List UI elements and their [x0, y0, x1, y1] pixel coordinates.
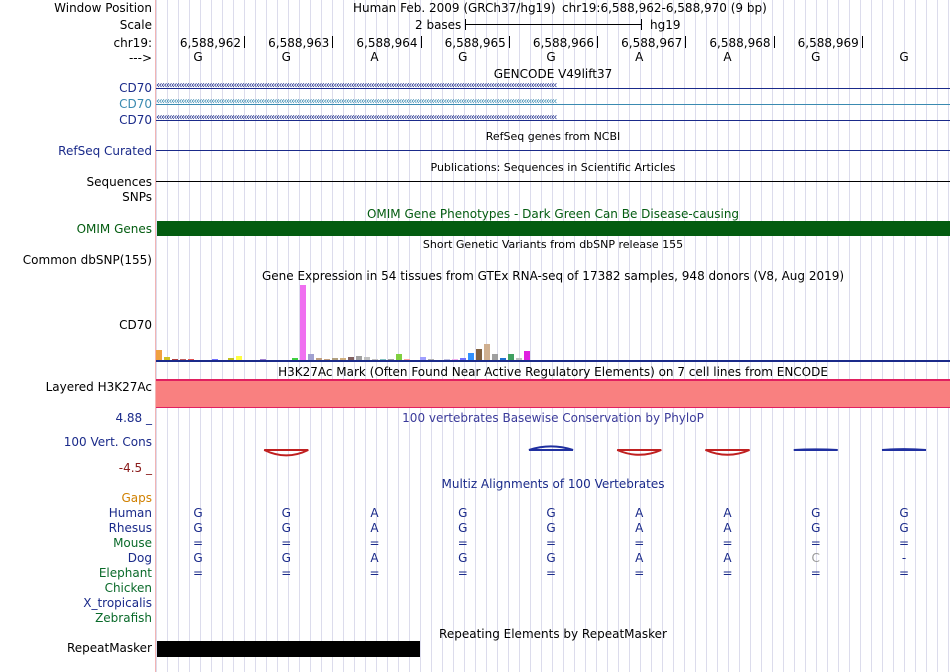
gtex-chart[interactable]: [156, 284, 950, 361]
position-text[interactable]: chr19:6,588,962-6,588,970 (9 bp): [562, 1, 767, 15]
scale-bar-left-tick: [465, 19, 466, 30]
multiz-base: G: [546, 506, 556, 520]
gencode-strand-arrows: ‹‹‹‹‹‹‹‹‹‹‹‹‹‹‹‹‹‹‹‹‹‹‹‹‹‹‹‹‹‹‹‹‹‹‹‹‹‹‹‹‹‹‹‹‹‹‹‹‹‹‹‹‹‹‹‹‹‹‹‹‹‹‹‹‹‹‹‹‹‹‹‹‹‹‹‹‹‹‹‹‹‹‹‹‹‹‹‹‹‹‹‹‹‹‹‹‹‹‹‹‹‹‹‹‹‹‹‹‹‹‹‹‹‹‹‹‹‹‹‹‹‹‹‹‹‹‹‹‹‹‹‹‹‹‹‹‹‹‹‹‹‹‹‹‹‹‹‹‹‹‹‹‹‹‹‹‹‹‹‹: [156, 96, 556, 107]
omim-label[interactable]: OMIM Genes: [76, 222, 152, 236]
refseq-label[interactable]: RefSeq Curated: [58, 144, 152, 158]
omim-title: OMIM Gene Phenotypes - Dark Green Can Be Disease-causing: [366, 207, 740, 221]
sequences-label[interactable]: Sequences: [86, 175, 152, 189]
multiz-species-label[interactable]: Chicken: [104, 581, 152, 595]
base-letter: G: [458, 50, 468, 64]
scale-label: Scale: [119, 18, 152, 32]
scale-bar: [465, 24, 641, 25]
multiz-base: A: [635, 551, 644, 565]
multiz-base: =: [898, 566, 910, 580]
dbsnp-title: Short Genetic Variants from dbSNP release 155: [422, 238, 684, 251]
multiz-base: G: [811, 521, 821, 535]
multiz-title: Multiz Alignments of 100 Vertebrates: [441, 477, 665, 491]
multiz-base: C: [811, 551, 820, 565]
cons-max: 4.88 _: [115, 411, 152, 425]
gencode-strand-arrows: ‹‹‹‹‹‹‹‹‹‹‹‹‹‹‹‹‹‹‹‹‹‹‹‹‹‹‹‹‹‹‹‹‹‹‹‹‹‹‹‹‹‹‹‹‹‹‹‹‹‹‹‹‹‹‹‹‹‹‹‹‹‹‹‹‹‹‹‹‹‹‹‹‹‹‹‹‹‹‹‹‹‹‹‹‹‹‹‹‹‹‹‹‹‹‹‹‹‹‹‹‹‹‹‹‹‹‹‹‹‹‹‹‹‹‹‹‹‹‹‹‹‹‹‹‹‹‹‹‹‹‹‹‹‹‹‹‹‹‹‹‹‹‹‹‹‹‹‹‹‹‹‹‹‹‹‹‹‹‹‹: [156, 80, 556, 91]
cons-title: 100 vertebrates Basewise Conservation by PhyloP: [402, 411, 704, 425]
base-letter: G: [193, 50, 203, 64]
h3k27ac-label[interactable]: Layered H3K27Ac: [45, 380, 152, 394]
coord-label: 6,588,969: [797, 36, 859, 50]
omim-feature[interactable]: [157, 221, 950, 236]
coord-label: 6,588,966: [532, 36, 594, 50]
base-letter: A: [723, 50, 732, 64]
multiz-base: =: [722, 536, 733, 550]
sequences-track[interactable]: [156, 181, 950, 182]
multiz-species-label[interactable]: Gaps: [121, 491, 152, 505]
multiz-base: =: [810, 536, 821, 550]
strand-label: --->: [128, 51, 152, 65]
gtex-bar[interactable]: [300, 285, 306, 361]
multiz-base: =: [457, 566, 468, 580]
repeat-title: Repeating Elements by RepeatMasker: [439, 627, 667, 641]
h3k27ac-title: H3K27Ac Mark (Often Found Near Active Regulatory Elements) on 7 cell lines from ENCODE: [278, 365, 828, 379]
gtex-baseline: [156, 360, 950, 362]
multiz-base: =: [369, 536, 380, 550]
repeat-feature[interactable]: [157, 641, 420, 657]
coord-tick: [862, 36, 863, 48]
multiz-base: G: [458, 551, 468, 565]
gtex-bar[interactable]: [484, 344, 490, 361]
snps-label[interactable]: SNPs: [122, 190, 152, 204]
multiz-base: G: [899, 521, 909, 535]
cons-mark: [794, 449, 838, 450]
cons-label[interactable]: 100 Vert. Cons: [63, 435, 152, 449]
gtex-label[interactable]: CD70: [119, 318, 152, 332]
multiz-base: =: [634, 566, 645, 580]
coord-tick: [685, 36, 686, 48]
multiz-base: G: [281, 551, 291, 565]
multiz-base: =: [192, 566, 204, 580]
coord-tick: [597, 36, 598, 48]
refseq-title: RefSeq genes from NCBI: [485, 130, 621, 143]
multiz-base: -: [901, 551, 907, 565]
multiz-base: =: [898, 536, 910, 550]
multiz-base: G: [458, 521, 468, 535]
base-letter: A: [370, 50, 379, 64]
coord-label: 6,588,963: [268, 36, 330, 50]
multiz-base: G: [546, 521, 556, 535]
multiz-base: G: [281, 521, 291, 535]
dbsnp-label[interactable]: Common dbSNP(155): [22, 253, 152, 267]
multiz-base: G: [546, 551, 556, 565]
scale-db: hg19: [650, 18, 681, 32]
base-letter: A: [635, 50, 644, 64]
multiz-species-label[interactable]: Mouse: [113, 536, 152, 550]
multiz-base: A: [723, 521, 732, 535]
multiz-base: =: [369, 566, 380, 580]
cons-mark: [706, 450, 750, 455]
gencode-strand-arrows: ‹‹‹‹‹‹‹‹‹‹‹‹‹‹‹‹‹‹‹‹‹‹‹‹‹‹‹‹‹‹‹‹‹‹‹‹‹‹‹‹‹‹‹‹‹‹‹‹‹‹‹‹‹‹‹‹‹‹‹‹‹‹‹‹‹‹‹‹‹‹‹‹‹‹‹‹‹‹‹‹‹‹‹‹‹‹‹‹‹‹‹‹‹‹‹‹‹‹‹‹‹‹‹‹‹‹‹‹‹‹‹‹‹‹‹‹‹‹‹‹‹‹‹‹‹‹‹‹‹‹‹‹‹‹‹‹‹‹‹‹‹‹‹‹‹‹‹‹‹‹‹‹‹‹‹‹‹‹‹‹: [156, 112, 556, 123]
base-letter: G: [546, 50, 556, 64]
coord-label: 6,588,968: [709, 36, 771, 50]
cons-mark: [264, 450, 308, 455]
multiz-base: G: [193, 551, 203, 565]
multiz-base: A: [370, 506, 379, 520]
base-letter: G: [899, 50, 909, 64]
multiz-species-label[interactable]: Zebrafish: [95, 611, 152, 625]
multiz-base: =: [634, 536, 645, 550]
window-position-label: Window Position: [54, 1, 152, 15]
multiz-species-label[interactable]: X_tropicalis: [83, 596, 152, 610]
publications-title: Publications: Sequences in Scientific Articles: [430, 161, 676, 174]
multiz-base: =: [545, 566, 557, 580]
multiz-base: A: [370, 521, 379, 535]
coord-tick: [774, 36, 775, 48]
cons-mark: [882, 449, 926, 450]
multiz-base: =: [722, 566, 733, 580]
base-letter: G: [811, 50, 821, 64]
coord-label: 6,588,967: [621, 36, 683, 50]
multiz-base: G: [193, 521, 203, 535]
cons-mark: [617, 450, 661, 455]
scale-bar-right-tick: [641, 19, 642, 30]
base-letter: G: [281, 50, 291, 64]
gencode-row-label[interactable]: CD70: [119, 97, 152, 111]
multiz-base: =: [545, 536, 557, 550]
coord-tick: [244, 36, 245, 48]
multiz-base: A: [635, 506, 644, 520]
coord-label: 6,588,965: [444, 36, 506, 50]
coord-tick: [421, 36, 422, 48]
multiz-base: A: [723, 551, 732, 565]
gencode-row-label[interactable]: CD70: [119, 113, 152, 127]
refseq-track[interactable]: [156, 150, 950, 151]
cons-mark: [529, 446, 573, 450]
coord-tick: [332, 36, 333, 48]
multiz-base: =: [457, 536, 468, 550]
chrom-label: chr19:: [113, 36, 152, 50]
multiz-base: G: [193, 506, 203, 520]
multiz-base: =: [281, 566, 292, 580]
cons-track[interactable]: [156, 426, 950, 474]
assembly-title: Human Feb. 2009 (GRCh37/hg19): [353, 1, 556, 15]
multiz-base: A: [635, 521, 644, 535]
multiz-base: =: [281, 536, 292, 550]
multiz-base: A: [370, 551, 379, 565]
coord-label: 6,588,962: [179, 36, 241, 50]
multiz-base: =: [810, 566, 821, 580]
multiz-base: G: [811, 506, 821, 520]
gencode-title: GENCODE V49lift37: [493, 67, 613, 81]
multiz-species-label[interactable]: Rhesus: [108, 521, 152, 535]
multiz-base: G: [458, 506, 468, 520]
multiz-species-label[interactable]: Human: [108, 506, 152, 520]
multiz-species-label[interactable]: Dog: [127, 551, 152, 565]
multiz-base: G: [281, 506, 291, 520]
coord-label: 6,588,964: [356, 36, 418, 50]
scale-text: 2 bases: [415, 18, 462, 32]
repeat-label[interactable]: RepeatMasker: [66, 641, 152, 655]
multiz-base: A: [723, 506, 732, 520]
h3k27ac-track[interactable]: [156, 379, 950, 408]
multiz-base: G: [899, 506, 909, 520]
gtex-title: Gene Expression in 54 tissues from GTEx RNA-seq of 17382 samples, 948 donors (V8, Aug 2019): [261, 269, 845, 283]
multiz-base: =: [192, 536, 204, 550]
coord-tick: [509, 36, 510, 48]
multiz-species-label[interactable]: Elephant: [98, 566, 152, 580]
cons-min: -4.5 _: [118, 461, 152, 475]
gencode-row-label[interactable]: CD70: [119, 81, 152, 95]
